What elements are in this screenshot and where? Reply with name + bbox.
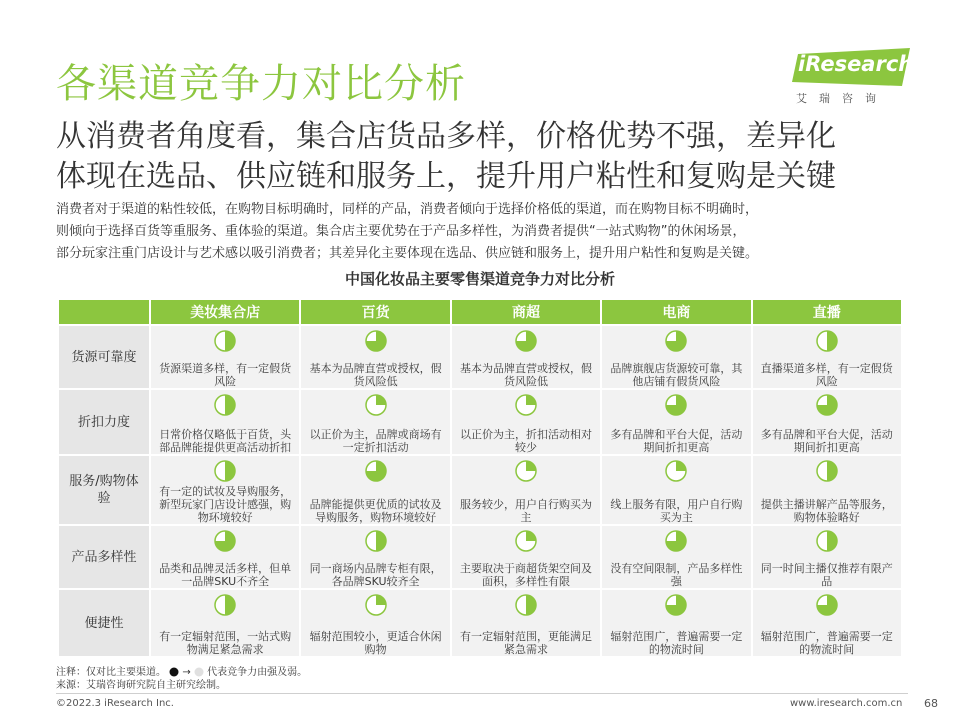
cell-text: 主要取决于商超货架空间及面积，多样性有限 bbox=[459, 562, 592, 588]
rating-fill bbox=[526, 531, 536, 541]
rating-fill bbox=[225, 331, 235, 351]
rating-pie-icon bbox=[816, 460, 838, 482]
rating-fill bbox=[526, 595, 536, 615]
table-cell bbox=[452, 526, 600, 588]
table-cell bbox=[452, 390, 600, 454]
table-title: 中国化妆品主要零售渠道竞争力对比分析 bbox=[344, 270, 615, 288]
rating-pie-icon bbox=[515, 330, 537, 352]
footer-copyright: ©2022.3 iResearch Inc. bbox=[56, 698, 174, 709]
iresearch-logo bbox=[790, 48, 912, 110]
headline bbox=[56, 117, 916, 197]
table-row bbox=[59, 590, 901, 656]
source-line: 来源：艾瑞咨询研究院自主研究绘制。 bbox=[56, 680, 226, 691]
cell-text: 以正价为主，折扣活动相对较少 bbox=[459, 428, 592, 454]
rating-fill bbox=[225, 595, 235, 615]
table-cell bbox=[301, 590, 449, 656]
table-row bbox=[59, 456, 901, 524]
row-header: 便捷性 bbox=[59, 590, 149, 656]
weak-pie-icon bbox=[194, 667, 204, 677]
rating-fill bbox=[526, 461, 536, 471]
table-cell bbox=[602, 326, 750, 388]
table-cell bbox=[151, 326, 299, 388]
rating-fill bbox=[526, 395, 536, 405]
cell-text: 品牌旗舰店货源较可靠，其他店铺有假货风险 bbox=[610, 362, 743, 388]
column-header: 商超 bbox=[452, 300, 600, 324]
column-header: 美妆集合店 bbox=[151, 300, 299, 324]
table-cell bbox=[452, 590, 600, 656]
rating-pie-icon bbox=[365, 460, 387, 482]
rating-fill bbox=[376, 395, 386, 405]
column-header: 电商 bbox=[602, 300, 750, 324]
row-header: 服务/购物体验 bbox=[59, 456, 149, 524]
body-line: 消费者对于渠道的粘性较低，在购物目标明确时，同样的产品，消费者倾向于选择价格低的渠道，而在购物目标不明确时， bbox=[56, 202, 759, 217]
footer-url[interactable]: www.iresearch.com.cn bbox=[790, 698, 903, 709]
rating-pie-icon bbox=[214, 330, 236, 352]
cell-text: 辐射范围广，普遍需要一定的物流时间 bbox=[610, 630, 743, 656]
table-cell bbox=[602, 590, 750, 656]
footer-divider bbox=[56, 693, 908, 694]
rating-pie-icon bbox=[665, 394, 687, 416]
rating-pie-icon bbox=[365, 330, 387, 352]
headline-line: 从消费者角度看，集合店货品多样，价格优势不强，差异化 bbox=[56, 119, 836, 154]
rating-pie-icon bbox=[816, 394, 838, 416]
table-cell bbox=[753, 590, 901, 656]
cell-text: 辐射范围广，普遍需要一定的物流时间 bbox=[760, 630, 893, 656]
strong-pie-icon bbox=[169, 667, 179, 677]
cell-text: 同一时间主播仅推荐有限产品 bbox=[760, 562, 893, 588]
page-title: 各渠道竞争力对比分析 bbox=[56, 61, 466, 107]
cell-text: 直播渠道多样，有一定假货风险 bbox=[760, 362, 893, 388]
rating-fill bbox=[225, 395, 235, 415]
rating-fill bbox=[376, 595, 386, 605]
rating-pie-icon bbox=[365, 530, 387, 552]
table-cell bbox=[301, 326, 449, 388]
logo-subtitle: 艾瑞咨询 bbox=[796, 92, 888, 105]
rating-fill bbox=[827, 461, 837, 481]
logo-brand-text: iResearch bbox=[798, 52, 914, 76]
rating-fill bbox=[225, 461, 235, 481]
rating-pie-icon bbox=[515, 594, 537, 616]
table-cell bbox=[151, 456, 299, 524]
row-header: 折扣力度 bbox=[59, 390, 149, 454]
cell-text: 多有品牌和平台大促，活动期间折扣更高 bbox=[610, 428, 743, 454]
column-header: 直播 bbox=[753, 300, 901, 324]
rating-pie-icon bbox=[665, 530, 687, 552]
table-cell bbox=[301, 390, 449, 454]
table-cell bbox=[753, 526, 901, 588]
cell-text: 货源渠道多样，有一定假货风险 bbox=[159, 362, 292, 388]
cell-text: 品类和品牌灵活多样，但单一品牌SKU不齐全 bbox=[159, 562, 292, 588]
notes bbox=[56, 666, 307, 692]
cell-text: 以正价为主，品牌或商场有一定折扣活动 bbox=[309, 428, 442, 454]
row-header: 产品多样性 bbox=[59, 526, 149, 588]
rating-fill bbox=[676, 461, 686, 471]
cell-text: 多有品牌和平台大促，活动期间折扣更高 bbox=[760, 428, 893, 454]
rating-pie-icon bbox=[214, 594, 236, 616]
table-row bbox=[59, 526, 901, 588]
rating-pie-icon bbox=[365, 394, 387, 416]
rating-pie-icon bbox=[214, 394, 236, 416]
rating-fill bbox=[827, 331, 837, 351]
rating-pie-icon bbox=[515, 460, 537, 482]
table-cell bbox=[151, 390, 299, 454]
body-line: 部分玩家注重门店设计与艺术感以吸引消费者；其差异化主要体现在选品、供应链和服务上，提升用户粘性和复购是关键。 bbox=[56, 246, 759, 261]
cell-text: 同一商场内品牌专柜有限，各品牌SKU较齐全 bbox=[309, 562, 442, 588]
row-header: 货源可靠度 bbox=[59, 326, 149, 388]
table-cell bbox=[452, 326, 600, 388]
note-suffix: 代表竞争力由强及弱。 bbox=[207, 667, 308, 678]
cell-text: 提供主播讲解产品等服务，购物体验略好 bbox=[760, 498, 893, 524]
rating-pie-icon bbox=[515, 530, 537, 552]
column-header: 百货 bbox=[301, 300, 449, 324]
rating-pie-icon bbox=[816, 330, 838, 352]
cell-text: 基本为品牌直营或授权，假货风险低 bbox=[459, 362, 592, 388]
rating-pie-icon bbox=[665, 460, 687, 482]
arrow-icon: → bbox=[182, 667, 191, 678]
body-paragraph bbox=[56, 199, 926, 265]
body-line: 则倾向于选择百货等重服务、重体验的渠道。集合店主要优势在于产品多样性，为消费者提供“一站式购物”的休闲场景， bbox=[56, 224, 746, 239]
table-cell bbox=[602, 456, 750, 524]
cell-text: 有一定辐射范围，更能满足紧急需求 bbox=[459, 630, 592, 656]
rating-pie-icon bbox=[665, 330, 687, 352]
cell-text: 没有空间限制，产品多样性强 bbox=[610, 562, 743, 588]
rating-pie-icon bbox=[515, 394, 537, 416]
table-corner bbox=[59, 300, 149, 324]
rating-fill bbox=[376, 531, 386, 551]
cell-text: 品牌能提供更优质的试妆及导购服务，购物环境较好 bbox=[309, 498, 442, 524]
note-line bbox=[56, 666, 307, 679]
table-cell bbox=[301, 526, 449, 588]
table-cell bbox=[753, 456, 901, 524]
cell-text: 辐射范围较小，更适合休闲购物 bbox=[309, 630, 442, 656]
cell-text: 服务较少，用户自行购买为主 bbox=[459, 498, 592, 524]
cell-text: 基本为品牌直营或授权，假货风险低 bbox=[309, 362, 442, 388]
cell-text: 有一定的试妆及导购服务，新型玩家门店设计感强，购物环境较好 bbox=[159, 485, 292, 524]
rating-pie-icon bbox=[214, 530, 236, 552]
table-row bbox=[59, 326, 901, 388]
cell-text: 线上服务有限，用户自行购买为主 bbox=[610, 498, 743, 524]
rating-pie-icon bbox=[665, 594, 687, 616]
table-cell bbox=[753, 390, 901, 454]
rating-pie-icon bbox=[365, 594, 387, 616]
table-cell bbox=[602, 390, 750, 454]
rating-pie-icon bbox=[214, 460, 236, 482]
cell-text: 日常价格仅略低于百货，头部品牌能提供更高活动折扣 bbox=[159, 428, 292, 454]
cell-text: 有一定辐射范围，一站式购物满足紧急需求 bbox=[159, 630, 292, 656]
page-number: 68 bbox=[924, 697, 938, 710]
rating-fill bbox=[827, 531, 837, 551]
headline-line: 体现在选品、供应链和服务上，提升用户粘性和复购是关键 bbox=[56, 159, 836, 194]
table-cell bbox=[151, 590, 299, 656]
note-prefix: 注释：仅对比主要渠道。 bbox=[56, 667, 166, 678]
table-cell bbox=[602, 526, 750, 588]
rating-pie-icon bbox=[816, 594, 838, 616]
rating-pie-icon bbox=[816, 530, 838, 552]
table-row bbox=[59, 390, 901, 454]
table-cell bbox=[753, 326, 901, 388]
table-cell bbox=[452, 456, 600, 524]
table-cell bbox=[301, 456, 449, 524]
comparison-table bbox=[57, 298, 903, 658]
table-header-row bbox=[59, 300, 901, 324]
table-cell bbox=[151, 526, 299, 588]
